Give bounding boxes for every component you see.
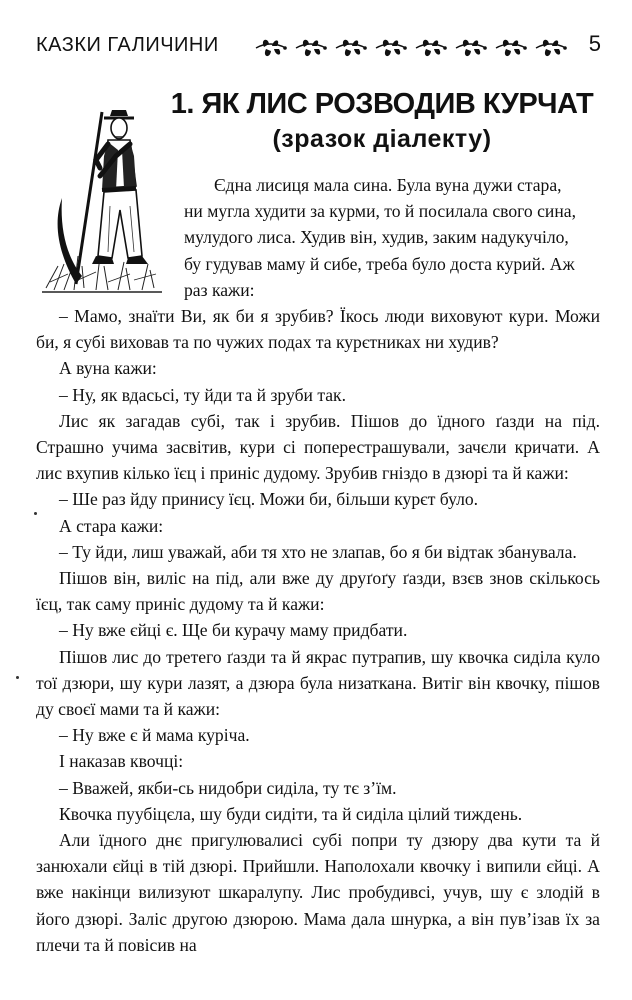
paragraph: Лис як загадав субі, так і зрубив. Пішов до їдного ґазди на під. Страшно учима засвітив, кури сі поперестрашували, зачєли кричати. А лис вхупив кілько їєц і приніс дудому. Зрубив гніздо в дзюрі та й кажи:: [36, 410, 600, 484]
paragraph: – Ну, як вдасьсі, ту йди та й зруби так.: [59, 384, 346, 405]
print-speck: [16, 676, 19, 679]
page-number: 5: [588, 31, 601, 56]
intro-line: мулудого лиса. Худив він, худив, заким надукучіло,: [184, 227, 569, 248]
paragraph: А стара кажи:: [59, 515, 164, 536]
leaf-motif-icon: [296, 40, 327, 56]
paragraph: Квочка пуубіцєла, шу буди сидіти, та й сиділа цілий тиждень.: [59, 803, 523, 824]
intro-line: раз кажи:: [184, 279, 255, 300]
paragraph: І наказав квочці:: [59, 751, 184, 772]
paragraph: – Вважей, якби-сь нидобри сиділа, ту тє з’їм.: [59, 777, 397, 798]
paragraph: Пішов лис до третего ґазди та й якрас путрапив, шу квочка сиділа куло тої дзюри, шу кури лазят, а дзюра була низаткана. Витіг він квочку, пішов ду своєї мами та й кажи:: [36, 646, 600, 720]
paragraph: А вуна кажи:: [59, 358, 157, 379]
intro-line: ни мугла худити за курми, то й посилала свого сина,: [184, 201, 576, 222]
leaf-motif-icon: [376, 40, 407, 56]
leaf-motif-icon: [336, 40, 367, 56]
paragraph: – Ну вже є й мама куріча.: [59, 725, 250, 746]
story-body: [36, 172, 600, 958]
leaf-motif-icon: [496, 40, 527, 56]
running-head: [36, 30, 601, 66]
leaf-motif-icon: [416, 40, 447, 56]
story-title-block: [168, 86, 596, 156]
paragraph: Али їдного днє пригулювалисі субі попри ту дзюру два кути та й занюхали єйці в тій дзюрі. Прийшли. Наполохали квочку і випили єйці. А вже накінци вилизуют шкаралупу. Лис пробудивсі, учув, шу є злодій в його дзюрі. Заліс другою дзюрою. Мама дала шнурка, а він пув’ізав їх за плечи та й повісив на: [36, 830, 600, 955]
paragraph: – Ну вже єйці є. Ще би курачу маму придбати.: [59, 620, 408, 641]
leaf-vine-ornament-icon: [254, 36, 584, 60]
print-speck: [34, 512, 37, 515]
paragraph: – Ту йди, лиш уважай, аби тя хто не злапав, бо я би відтак збанувала.: [59, 541, 577, 562]
intro-line: Єдна лисиця мала сина. Була вуна дужи стара,: [214, 175, 562, 195]
leaf-motif-icon: [456, 40, 487, 56]
story-subtitle: (зразок діалекту): [272, 125, 492, 153]
leaf-motif-icon: [536, 40, 567, 56]
running-title: КАЗКИ ГАЛИЧИНИ: [36, 34, 219, 56]
paragraph: – Мамо, знаїти Ви, як би я зрубив? Їкось люди виховуют кури. Можи би, я субі виховав та по чужих подах та курєтниках ни худив?: [36, 306, 600, 353]
paragraph: – Ше раз йду принису їєц. Можи би, більши курєт було.: [59, 489, 479, 510]
intro-line: бу гудував маму й сибе, треба було доста курий. Аж: [184, 253, 575, 274]
leaf-motif-icon: [256, 40, 287, 56]
paragraph: Пішов він, виліс на під, али вже ду друґоґу ґазди, взєв знов скількось їєц, так саму приніс дудому та й кажи:: [36, 568, 600, 615]
story-title: 1. ЯК ЛИС РОЗВОДИВ КУРЧАТ: [170, 88, 594, 120]
